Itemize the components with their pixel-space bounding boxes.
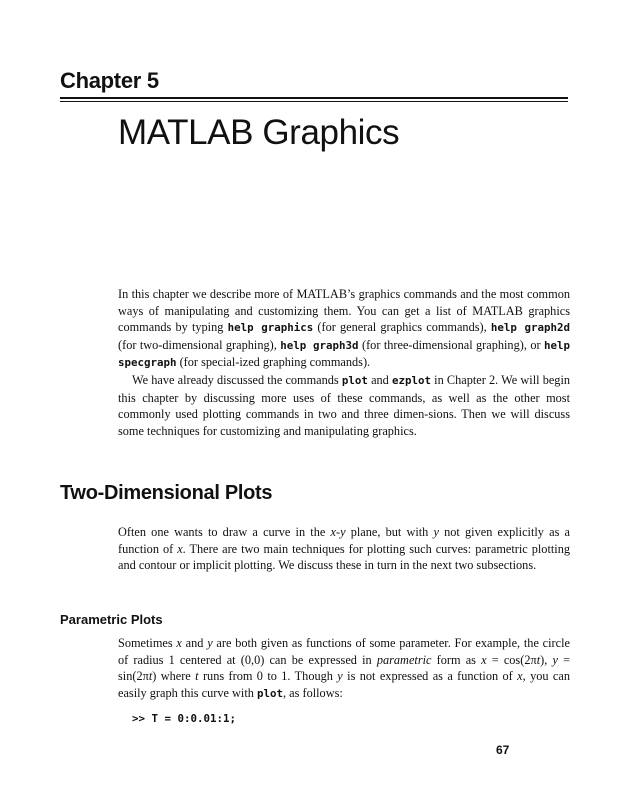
text: Often one wants to draw a curve in the xyxy=(118,525,331,539)
chapter-rule-thin xyxy=(60,101,568,102)
text: is not expressed as a function of xyxy=(342,669,518,684)
text: (for general graphics commands), xyxy=(313,320,491,335)
text: . There are two main techniques for plotting such curves: parametric plotting and contour or implicit plotting. We discuss these in turn in the next two subsections. xyxy=(118,541,571,573)
text: not given explicitly as a function of xyxy=(118,525,570,556)
page-number: 67 xyxy=(496,743,510,757)
math-x: x xyxy=(330,525,336,539)
text: In this chapter we describe more of MATLAB’s graphics commands and the most common ways of manipulating and customizing them. You can get a list of MATLAB graphics commands by typing xyxy=(118,287,570,335)
chapter-label: Chapter 5 xyxy=(60,68,159,93)
text: We have already discussed the commands xyxy=(132,372,342,387)
section-paragraph xyxy=(118,524,570,574)
code-plot: plot xyxy=(341,373,368,387)
emphasis-parametric: parametric xyxy=(376,652,432,667)
math-y: y xyxy=(340,525,346,539)
code-help-graph2d: help graph2d xyxy=(490,321,570,335)
text: , you can easily graph this curve with xyxy=(118,669,570,700)
math-y: y xyxy=(552,652,558,667)
text: Sometimes xyxy=(118,636,177,650)
intro-paragraph-2 xyxy=(118,372,570,439)
code-block: >> T = 0:0.01:1; xyxy=(132,712,237,725)
text: - xyxy=(335,525,341,539)
math-y: y xyxy=(207,636,213,650)
text: = cos(2π xyxy=(486,652,537,667)
math-t: t xyxy=(148,669,153,684)
math-x: x xyxy=(176,636,182,650)
subsection-text xyxy=(118,635,570,702)
text: , as follows: xyxy=(283,685,343,700)
text: (for special-ized graphing commands). xyxy=(176,355,371,370)
text: and xyxy=(367,372,392,387)
text: ), xyxy=(540,652,553,667)
math-t: t xyxy=(536,652,541,667)
text: form as xyxy=(431,652,482,667)
code-help-graphics: help graphics xyxy=(227,321,314,335)
text: = sin(2π xyxy=(118,652,570,684)
code-help-specgraph: help specgraph xyxy=(118,338,570,370)
text: ) where xyxy=(152,669,196,684)
subsection-paragraph xyxy=(118,635,570,702)
text: and xyxy=(181,636,208,650)
math-y: y xyxy=(433,525,439,539)
section-heading: Two-Dimensional Plots xyxy=(60,482,273,504)
text: plane, but with xyxy=(345,525,434,539)
intro-paragraph-1 xyxy=(118,286,570,372)
text: are both given as functions of some parameter. For example, the circle of radius 1 centered at (0,0) can be expressed in xyxy=(118,636,570,667)
text: in Chapter 2. We will begin this chapter by discussing more uses of these commands, as well as the other most commonly used plotting commands in two and three dimen-sions. Then we will discuss some techniques for customizing and manipulating graphics. xyxy=(118,372,571,438)
code-ezplot: ezplot xyxy=(392,373,432,387)
math-t: t xyxy=(195,669,199,684)
chapter-title: MATLAB Graphics xyxy=(118,113,400,152)
text: runs from 0 to 1. Though xyxy=(198,669,338,684)
section-text xyxy=(118,524,570,574)
code-plot: plot xyxy=(257,686,284,700)
chapter-rule-thick xyxy=(60,97,568,99)
math-x: x xyxy=(177,541,183,556)
text: (for three-dimensional graphing), or xyxy=(358,337,544,352)
code-help-graph3d: help graph3d xyxy=(280,338,359,352)
text: (for two-dimensional graphing), xyxy=(118,337,281,352)
math-x: x xyxy=(517,669,523,684)
intro-text xyxy=(118,286,570,439)
subsection-heading: Parametric Plots xyxy=(60,612,163,627)
math-y: y xyxy=(337,669,343,684)
math-x: x xyxy=(481,652,487,667)
